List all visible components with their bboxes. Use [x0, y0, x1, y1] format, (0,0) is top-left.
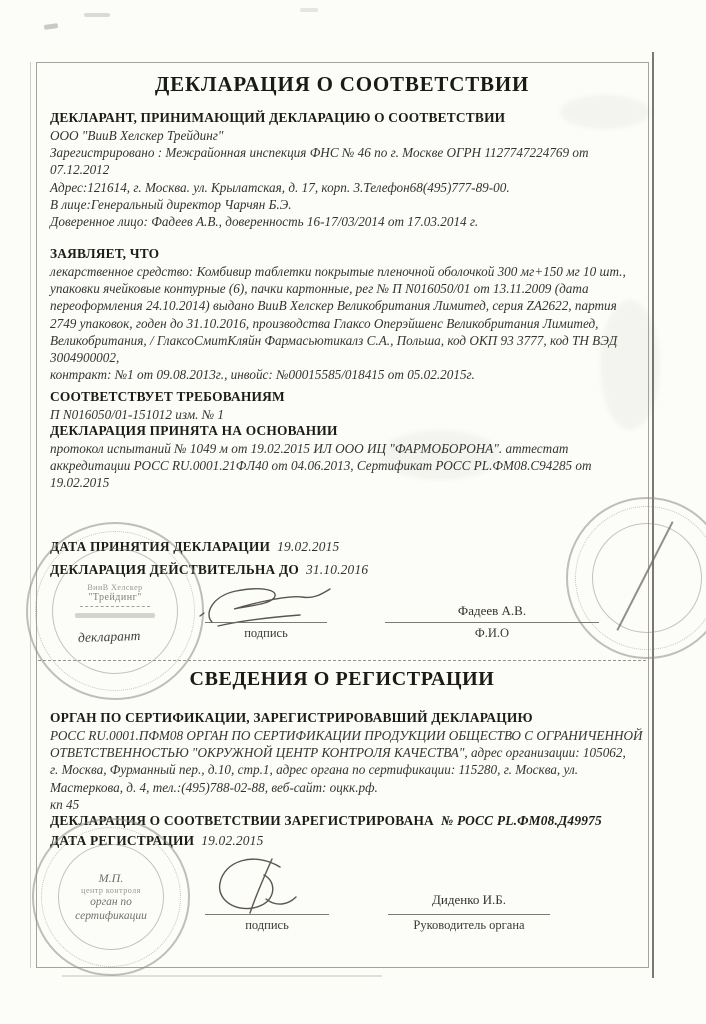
registrar-title-caption: Руководитель органа — [413, 918, 525, 932]
stamp-ring — [592, 523, 702, 633]
stamp-text-line: центр контроля — [81, 886, 141, 895]
name-rule — [385, 622, 599, 623]
signature-rule — [205, 914, 329, 915]
stamp-illegible-text — [75, 613, 155, 618]
text-line: 3004900002, — [50, 350, 120, 366]
signature-rule — [205, 622, 327, 623]
name-caption: Ф.И.О — [474, 626, 510, 640]
complies-heading: СООТВЕТСТВУЕТ ТРЕБОВАНИЯМ — [50, 389, 285, 404]
registration-date-label: ДАТА РЕГИСТРАЦИИ — [50, 833, 195, 848]
stamp-rule — [80, 606, 150, 607]
text-line: Адрес:121614, г. Москва. ул. Крылатская, д. 17, корп. 3.Телефон68(495)777-89-00. — [50, 179, 510, 195]
text-line: РОСС RU.0001.ПФМ08 ОРГАН ПО СЕРТИФИКАЦИИ ПРОДУКЦИИ ОБЩЕСТВО С ОГРАНИЧЕННОЙ — [50, 728, 643, 743]
text-line: упаковки ячейковые контурные (6), пачки картонные, рег № П N016050/01 от 13.11.2009 (дата — [50, 281, 589, 297]
complies-details — [50, 406, 646, 423]
certification-body-stamp — [32, 818, 190, 976]
text-line: г. Москва, Фурманный пер., д.10, стр.1, адрес органа по сертификации: 115280, г. Москва, ул. — [50, 762, 579, 778]
registration-org-heading: ОРГАН ПО СЕРТИФИКАЦИИ, ЗАРЕГИСТРИРОВАВШИЙ ДЕКЛАРАЦИЮ — [50, 710, 533, 725]
text-line: лекарственное средство: Комбивир таблетки покрытые пленочной оболочкой 300 мг+150 мг 10 шт., — [50, 264, 626, 279]
valid-until-value: 31.10.2016 — [305, 562, 369, 577]
stamp-mp-label: М.П. — [98, 871, 124, 885]
registration-title: СВЕДЕНИЯ О РЕГИСТРАЦИИ — [189, 668, 495, 690]
stamp-text-line: орган по — [90, 896, 132, 908]
scan-speck — [300, 8, 318, 12]
text-line: кп 45 — [50, 796, 80, 812]
registrar-name: Диденко И.Б. — [432, 892, 506, 907]
scan-speck — [44, 23, 59, 30]
text-line: Зарегистрировано : Межрайонная инспекция ФНС № 46 по г. Москве ОГРН 1127747224769 от — [50, 145, 589, 161]
scan-edge-left — [30, 62, 31, 968]
adoption-date-label: ДАТА ПРИНЯТИЯ ДЕКЛАРАЦИИ — [50, 539, 271, 554]
declarant-details — [50, 127, 646, 230]
basis-details — [50, 440, 646, 492]
text-line: 07.12.2012 — [50, 162, 110, 178]
text-line: ОТВЕТСТВЕННОСТЬЮ "ОКРУЖНОЙ ЦЕНТР КОНТРОЛЯ КАЧЕСТВА", адрес организации: 105062, — [50, 745, 626, 761]
text-line: переоформления 24.10.2014) выдано ВииВ Хелскер Великобритания Лимитед, серия ZA2622, партия — [50, 298, 617, 314]
scan-speck — [84, 13, 110, 17]
stamp-text — [32, 818, 190, 976]
signer-name: Фадеев А.В. — [457, 603, 527, 618]
text-line: В лице:Генеральный директор Чарчян Б.Э. — [50, 196, 292, 212]
declarant-role-label: декларант — [77, 627, 141, 646]
text-line: Мастеркова, д. 4, тел.:(495)788-02-88, веб-сайт: оцкк.рф. — [50, 779, 378, 795]
text-line: 19.02.2015 — [50, 475, 110, 491]
text-line: 2749 упаковок, годен до 31.10.2016, производства Глаксо Оперэйшенс Великобритания Лимитед, — [50, 315, 599, 331]
valid-until-label: ДЕКЛАРАЦИЯ ДЕЙСТВИТЕЛЬНА ДО — [50, 562, 299, 577]
signature-caption: подпись — [245, 918, 289, 932]
text-line: протокол испытаний № 1049 м от 19.02.2015 ИЛ ООО ИЦ "ФАРМОБОРОНА". аттестат — [50, 441, 569, 456]
text-line: контракт: №1 от 09.08.2013г., инвойс: №00015585/018415 от 05.02.2015г. — [50, 367, 475, 383]
adoption-date-value: 19.02.2015 — [277, 539, 340, 554]
declares-details — [50, 263, 646, 383]
text-line: Доверенное лицо: Фадеев А.В., доверенность 16-17/03/2014 от 17.03.2014 г. — [50, 214, 479, 230]
declarant-heading: ДЕКЛАРАНТ, ПРИНИМАЮЩИЙ ДЕКЛАРАЦИЮ О СООТВЕТСТВИИ — [50, 110, 506, 125]
basis-heading: ДЕКЛАРАЦИЯ ПРИНЯТА НА ОСНОВАНИИ — [50, 423, 338, 438]
text-line: Великобритания, / ГлаксоСмитКляйн Фармасьютикалз С.А., Польша, код ОКП 93 3777, код ТН ВЭД — [50, 332, 618, 348]
section-divider — [38, 660, 646, 661]
text-line: аккредитации РОСС RU.0001.21ФЛ40 от 04.06.2013, Сертификат РОСС PL.ФМ08.С94285 от — [50, 458, 592, 474]
stamp-text-line: сертификации — [75, 910, 147, 922]
text-line: ООО "ВииВ Хелскер Трейдинг" — [50, 128, 224, 143]
stamp-company-line: "Трейдинг" — [88, 591, 142, 603]
signature-caption: подпись — [244, 626, 288, 640]
stamp-company-line: ВииВ Хелскер — [87, 582, 143, 592]
registration-org-details — [50, 727, 646, 813]
registration-number-value: № РОСС PL.ФМ08.Д49975 — [440, 813, 602, 828]
document-title: ДЕКЛАРАЦИЯ О СООТВЕТСТВИИ — [154, 72, 530, 96]
registration-date-value: 19.02.2015 — [201, 833, 264, 848]
name-rule — [388, 914, 550, 915]
declares-heading: ЗАЯВЛЯЕТ, ЧТО — [50, 246, 160, 261]
text-line: П N016050/01-151012 изм. № 1 — [50, 407, 225, 422]
registration-number-label: ДЕКЛАРАЦИЯ О СООТВЕТСТВИИ ЗАРЕГИСТРИРОВАНА — [50, 813, 434, 828]
registrar-signature — [202, 855, 322, 917]
